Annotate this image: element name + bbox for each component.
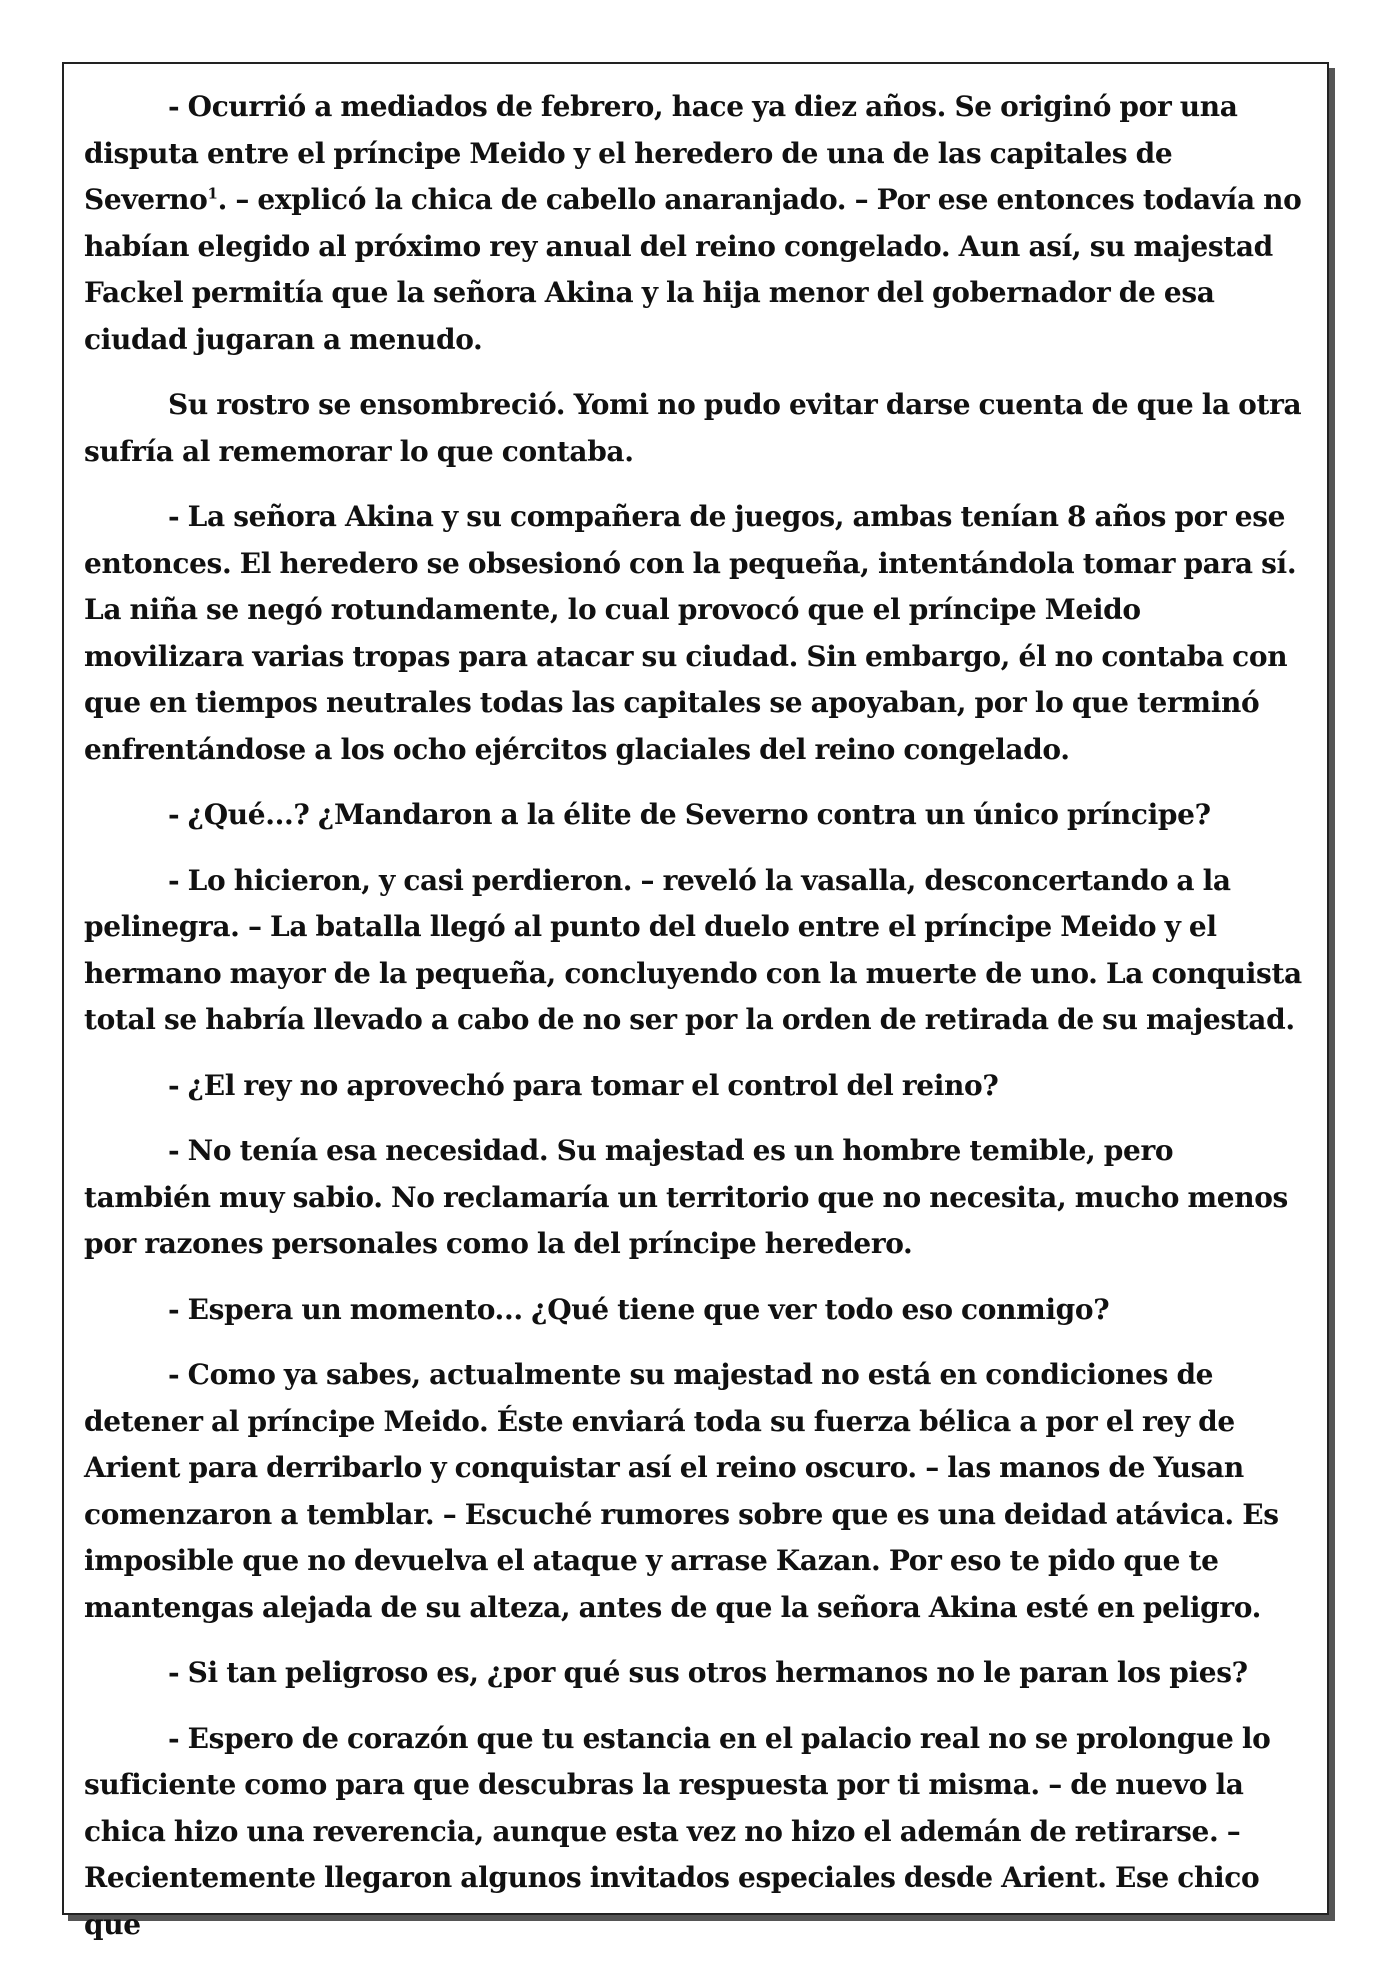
page-frame <box>62 62 1329 1941</box>
paragraph: - Espero de corazón que tu estancia en el palacio real no se prolongue lo suficiente como para que descubras la respuesta por ti misma. – de nuevo la chica hizo una reverencia, aunque esta vez no hizo el ademán de retirarse. – Recientemente llegaron algunos invitados especiales desde Arient. Ese chico que <box>84 1721 1271 1941</box>
paragraph: - Espera un momento... ¿Qué tiene que ver todo eso conmigo? <box>168 1292 1110 1326</box>
paragraph: - No tenía esa necesidad. Su majestad es un hombre temible, pero también muy sabio. No reclamaría un territorio que no necesita, mucho menos por razones personales como la del príncipe heredero. <box>84 1134 1288 1260</box>
paragraph: - Ocurrió a mediados de febrero, hace ya diez años. Se originó por una disputa entre el príncipe Meido y el heredero de una de las capitales de Severno$^1$. – explicó la chica de cabello anaranjado. – Por ese entonces todavía no habían elegido al próximo rey anual del reino congelado. Aun así, su majestad Fackel permitía que la señora Akina y la hija menor del gobernador de esa ciudad jugaran a menudo. <box>84 90 1302 356</box>
paragraph: - Si tan peligroso es, ¿por qué sus otros hermanos no le paran los pies? <box>168 1656 1248 1689</box>
footnote-marker: 1 <box>207 184 218 203</box>
paragraph: - ¿El rey no aprovechó para tomar el control del reino? <box>168 1068 999 1102</box>
paragraph: - Como ya sabes, actualmente su majestad no está en condiciones de detener al príncipe Meido. Éste enviará toda su fuerza bélica a por el rey de Arient para derribarlo y conquistar así el reino oscuro. – las manos de Yusan comenzaron a temblar. – Escuché rumores sobre que es una deidad atávica. Es imposible que no devuelva el ataque y arrase Kazan. Por eso te pido que te mantengas alejada de su alteza, antes de que la señora Akina esté en peligro. <box>84 1358 1279 1624</box>
paragraph: - ¿Qué...? ¿Mandaron a la élite de Severno contra un único príncipe? <box>168 798 1211 831</box>
paragraph: - La señora Akina y su compañera de juegos, ambas tenían 8 años por ese entonces. El heredero se obsesionó con la pequeña, intentándola tomar para sí. La niña se negó rotundamente, lo cual provocó que el príncipe Meido movilizara varias tropas para atacar su ciudad. Sin embargo, él no contaba con que en tiempos neutrales todas las capitales se apoyaban, por lo que terminó enfrentándose a los ocho ejércitos glaciales del reino congelado. <box>84 500 1297 766</box>
paragraph: - Lo hicieron, y casi perdieron. – reveló la vasalla, desconcertando a la pelinegra. – La batalla llegó al punto del duelo entre el príncipe Meido y el hermano mayor de la pequeña, concluyendo con la muerte de uno. La conquista total se habría llevado a cabo de no ser por la orden de retirada de su majestad. <box>84 863 1302 1036</box>
text-body <box>84 84 1305 1967</box>
paragraph: Su rostro se ensombreció. Yomi no pudo evitar darse cuenta de que la otra sufría al rememorar lo que contaba. <box>84 388 1302 468</box>
